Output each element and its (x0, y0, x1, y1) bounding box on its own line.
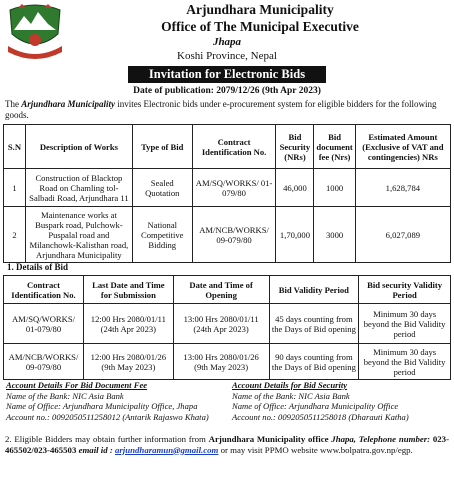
opening-time: 13:00 Hrs 2080/01/26 (183, 351, 259, 362)
table-header: Bid Security (NRs) (276, 125, 314, 169)
intro-prefix: The (5, 99, 19, 109)
section-title: 1. Details of Bid (7, 262, 69, 272)
account-security-block (232, 380, 452, 422)
table-header: Bid security Validity Period (359, 276, 451, 304)
submission-date: (24th Apr 2023) (100, 323, 157, 334)
table-cell: Construction of Blacktop Road on Chamling tol-Salbadi Road, Arjundhara 11 (25, 169, 132, 207)
table-header: Contract Identification No. (4, 276, 84, 304)
table-header: S.N (4, 125, 26, 169)
opening-time: 13:00 Hrs 2080/01/11 (183, 313, 259, 324)
account-fee-title: Account Details For Bid Document Fee (6, 380, 148, 390)
table-cell: AM/SQ/WORKS/ 01-079/80 (192, 169, 276, 207)
submission-time: 12:00 Hrs 2080/01/26 (90, 351, 167, 362)
submission-time: 12:00 Hrs 2080/01/11 (90, 313, 166, 324)
district: Jhapa (212, 36, 242, 48)
table-cell: 2 (4, 207, 26, 263)
opening-date: (24th Apr 2023) (193, 323, 249, 334)
table-header: Bid document fee (Nrs) (314, 125, 355, 169)
intro-paragraph (5, 99, 449, 121)
table-cell (173, 344, 269, 380)
note-number: 2. (5, 434, 12, 444)
table-cell: 46,000 (276, 169, 314, 207)
office-name: Office of The Municipal Executive (161, 19, 359, 34)
contact-note (5, 434, 449, 455)
account-fee-block (6, 380, 230, 422)
table-cell: 3000 (314, 207, 355, 263)
table-cell: Minimum 30 days beyond the Bid Validity period (359, 344, 451, 380)
account-fee-office: Name of Office: Arjundhara Municipality Office, Jhapa (6, 401, 198, 411)
table-header-row (4, 276, 451, 304)
account-security-office: Name of Office: Arjundhara Municipality Office (232, 401, 399, 411)
table-cell: 1,70,000 (276, 207, 314, 263)
table-header: Contract Identification No. (192, 125, 276, 169)
note-email-label: email id : (78, 444, 113, 455)
account-security-title: Account Details for Bid Security (232, 380, 348, 390)
table-row (4, 169, 451, 207)
table-cell: 1,628,784 (355, 169, 450, 207)
note-telephone-label: Telephone number: (358, 434, 431, 444)
table-cell (173, 304, 269, 344)
table-cell: Minimum 30 days beyond the Bid Validity period (359, 304, 451, 344)
intro-org: Arjundhara Municipality (21, 99, 116, 109)
account-fee-number: Account no.: 0092050511258012 (Antarik Rajaswo Khata) (6, 411, 209, 422)
opening-date: (9th May 2023) (194, 361, 249, 372)
account-security-number: Account no.: 0092050511258018 (Dharauti Katha) (232, 411, 409, 422)
intro-text: invites Electronic bids under e-procurement system for eligible bidders for the following goods. (5, 99, 437, 120)
email-link[interactable]: arjundharamun@gmail.com (114, 444, 219, 455)
table-header-row (4, 125, 451, 169)
note-text: Eligible Bidders may obtain further information from (14, 434, 206, 444)
province: Koshi Province, Nepal (177, 50, 277, 62)
note-telephone: 023-465502/023-465503 (5, 434, 449, 455)
website-link[interactable]: www.bolpatra.gov.np/egp. (320, 444, 413, 455)
table-cell: Sealed Quotation (132, 169, 192, 207)
bid-details-table (3, 275, 451, 380)
table-header: Description of Works (25, 125, 132, 169)
table-cell: 90 days counting from the Days of Bid opening (269, 344, 359, 380)
note-office: Arjundhara Municipality office (208, 434, 329, 444)
table-cell: 6,027,089 (355, 207, 450, 263)
account-security-bank: Name of the Bank: NIC Asia Bank (232, 390, 350, 401)
table-row (4, 344, 451, 380)
table-header: Type of Bid (132, 125, 192, 169)
table-row (4, 207, 451, 263)
table-cell: National Competitive Bidding (132, 207, 192, 263)
note-place: Jhapa, (331, 434, 356, 444)
table-header: Estimated Amount (Exclusive of VAT and contingencies) NRs (355, 125, 450, 169)
table-header: Bid Validity Period (269, 276, 359, 304)
table-cell: AM/SQ/WORKS/ 01-079/80 (4, 304, 84, 344)
table-cell: 1000 (314, 169, 355, 207)
table-cell: 1 (4, 169, 26, 207)
table-cell: Maintenance works at Buspark road, Pulchowk-Puspalal road and Milanchowk-Kalisthan road, Arjundhara Municipality (25, 207, 132, 263)
table-cell: AM/NCB/WORKS/ 09-079/80 (4, 344, 84, 380)
table-header: Last Date and Time for Submission (83, 276, 173, 304)
org-name: Arjundhara Municipality (186, 2, 334, 17)
account-fee-bank: Name of the Bank: NIC Asia Bank (6, 390, 124, 401)
table-cell (83, 304, 173, 344)
publication-date: Date of publication: 2079/12/26 (9th Apr 2023) (133, 86, 321, 96)
works-table (3, 124, 451, 263)
note-text-2: or may visit PPMO website (220, 444, 318, 455)
title-banner: Invitation for Electronic Bids (128, 66, 326, 83)
submission-date: (9th May 2023) (101, 361, 156, 372)
table-cell: 45 days counting from the Days of Bid opening (269, 304, 359, 344)
table-header: Date and Time of Opening (173, 276, 269, 304)
table-row (4, 304, 451, 344)
table-cell: AM/NCB/WORKS/ 09-079/80 (192, 207, 276, 263)
table-cell (83, 344, 173, 380)
